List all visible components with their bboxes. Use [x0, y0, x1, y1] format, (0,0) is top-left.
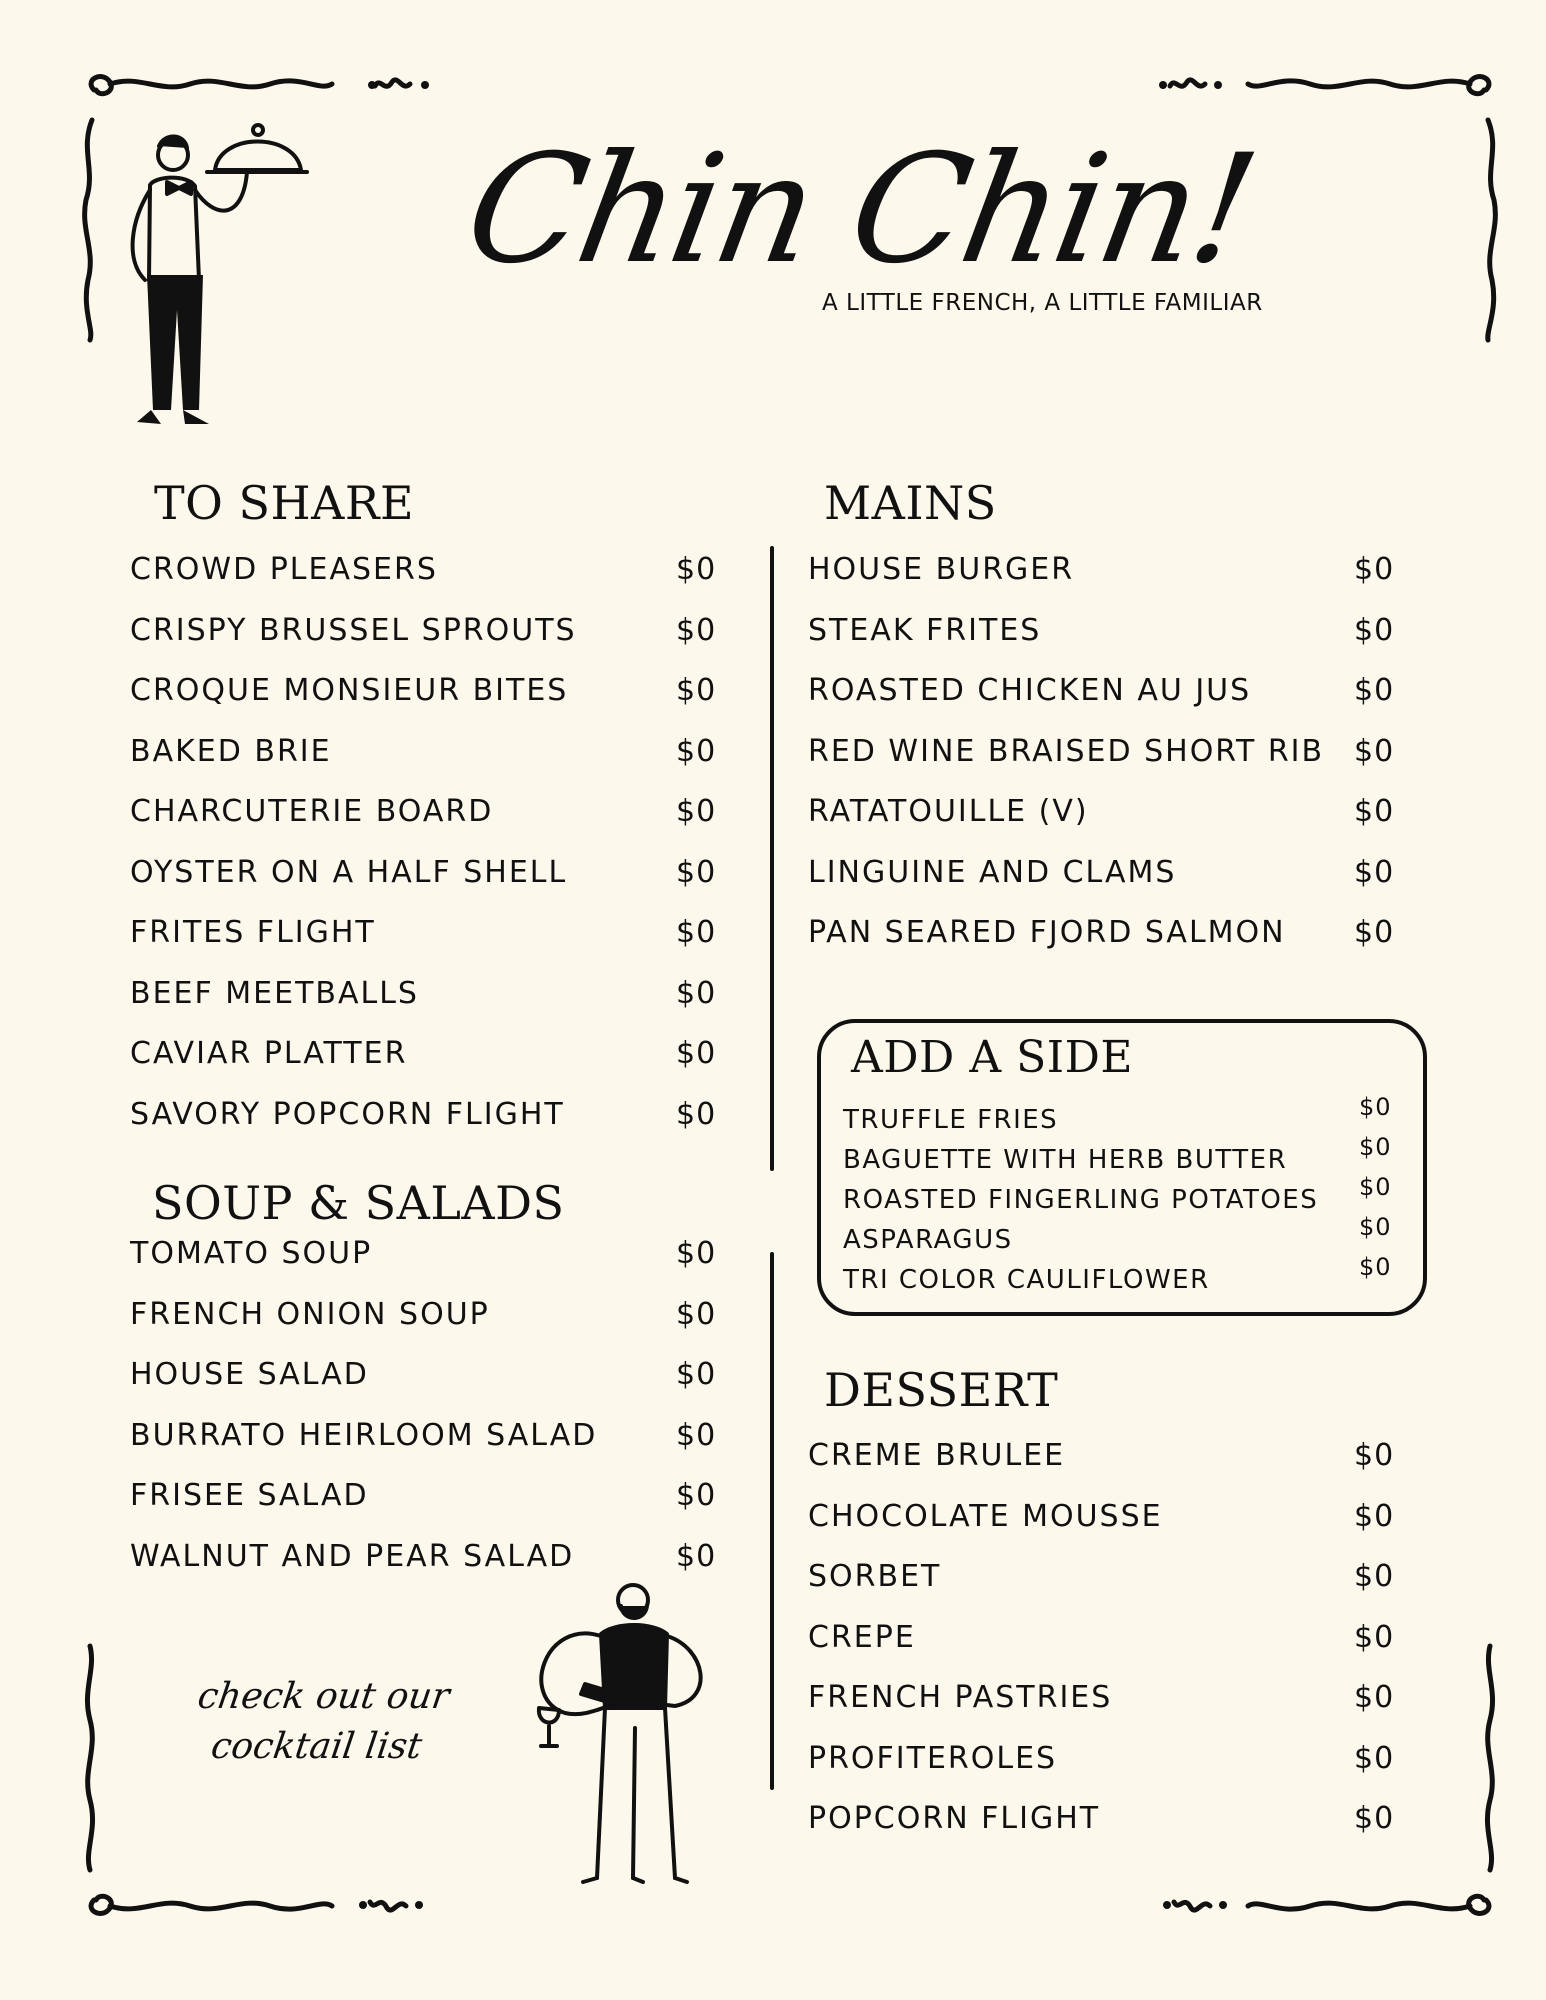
item-name: HOUSE SALAD: [130, 1357, 369, 1392]
menu-item: [130, 1417, 730, 1482]
item-name: ROASTED CHICKEN AU JUS: [808, 673, 1252, 708]
menu-item: [808, 1680, 1408, 1744]
menu-item: [130, 673, 730, 737]
item-name: PAN SEARED FJORD SALMON: [808, 915, 1286, 950]
item-name: FRITES FLIGHT: [130, 915, 376, 950]
cocktail-note: [183, 1672, 457, 1772]
item-price: $0: [1354, 552, 1395, 587]
item-name: STEAK FRITES: [808, 612, 1042, 648]
item-price: $0: [1354, 1680, 1395, 1715]
menu-item: [808, 1438, 1408, 1502]
item-name: PROFITEROLES: [808, 1740, 1058, 1776]
item-name: FRENCH PASTRIES: [808, 1680, 1113, 1715]
item-price: $0: [676, 915, 717, 950]
menu-item: [808, 1619, 1408, 1684]
menu-item: [130, 975, 730, 1040]
item-price: $0: [676, 733, 717, 769]
item-price: $0: [676, 1036, 717, 1071]
menu-item: [808, 733, 1408, 798]
to-share-list: [130, 552, 730, 1160]
menu-item: [808, 612, 1408, 677]
menu-item: [808, 673, 1408, 737]
item-price: $0: [676, 612, 717, 648]
item-name: BAKED BRIE: [130, 733, 332, 769]
side-item: [843, 1253, 1403, 1307]
item-name: CAVIAR PLATTER: [130, 1036, 408, 1071]
item-price: $0: [676, 1478, 717, 1513]
mains-list: [808, 552, 1408, 979]
soup-salads-list: [130, 1236, 730, 1602]
menu-item: [808, 552, 1408, 616]
side-name: ASPARAGUS: [843, 1225, 1013, 1255]
side-name: ROASTED FINGERLING POTATOES: [843, 1185, 1319, 1215]
menu-item: [130, 733, 730, 798]
waiter-with-cloche-icon: [125, 110, 315, 440]
menu-item: [808, 1498, 1408, 1563]
menu-item: [130, 552, 730, 616]
section-heading-dessert: DESSERT: [824, 1363, 1059, 1417]
item-name: FRENCH ONION SOUP: [130, 1296, 490, 1332]
item-name: CREPE: [808, 1619, 916, 1655]
sides-list: [843, 1093, 1403, 1307]
dessert-list: [808, 1438, 1408, 1865]
menu-item: [130, 1538, 730, 1603]
item-price: $0: [676, 1417, 717, 1453]
item-name: WALNUT AND PEAR SALAD: [130, 1538, 575, 1574]
menu-item: [808, 794, 1408, 858]
menu-item: [808, 1559, 1408, 1623]
menu-item: [130, 794, 730, 858]
item-price: $0: [676, 1096, 717, 1132]
side-price: $0: [1359, 1133, 1392, 1161]
item-name: RED WINE BRAISED SHORT RIB: [808, 733, 1325, 769]
menu-item: [130, 1478, 730, 1542]
item-name: SAVORY POPCORN FLIGHT: [130, 1096, 565, 1132]
menu-item: [808, 854, 1408, 919]
side-price: $0: [1359, 1173, 1392, 1201]
item-price: $0: [1354, 673, 1395, 708]
section-heading-mains: MAINS: [824, 476, 997, 530]
item-price: $0: [676, 1236, 717, 1271]
item-price: $0: [1354, 733, 1395, 769]
menu-item: [130, 1357, 730, 1421]
side-item: [843, 1173, 1403, 1227]
item-name: CHOCOLATE MOUSSE: [808, 1498, 1163, 1534]
item-name: HOUSE BURGER: [808, 552, 1075, 587]
section-heading-to-share: TO SHARE: [154, 476, 415, 530]
side-name: TRUFFLE FRIES: [843, 1105, 1059, 1135]
item-name: CREME BRULEE: [808, 1438, 1066, 1473]
item-name: SORBET: [808, 1559, 942, 1594]
item-price: $0: [676, 552, 717, 587]
menu-item: [130, 1036, 730, 1100]
side-price: $0: [1359, 1093, 1392, 1121]
item-price: $0: [1354, 794, 1395, 829]
restaurant-title: Chin Chin!: [454, 123, 1266, 297]
item-price: $0: [676, 1357, 717, 1392]
item-price: $0: [676, 854, 717, 890]
menu-item: [130, 915, 730, 979]
item-name: OYSTER ON A HALF SHELL: [130, 854, 568, 890]
item-price: $0: [1354, 1438, 1395, 1473]
menu-item: [130, 854, 730, 919]
menu-item: [130, 612, 730, 677]
item-price: $0: [676, 673, 717, 708]
item-price: $0: [1354, 1740, 1395, 1776]
item-price: $0: [1354, 1559, 1395, 1594]
menu-item: [130, 1096, 730, 1161]
section-heading-soup-salads: SOUP & SALADS: [152, 1176, 565, 1230]
item-name: BEEF MEETBALLS: [130, 975, 419, 1011]
waiter-pouring-wine-icon: [525, 1578, 725, 1888]
item-price: $0: [1354, 854, 1395, 890]
side-price: $0: [1359, 1253, 1392, 1281]
menu-item: [808, 1740, 1408, 1805]
item-name: BURRATO HEIRLOOM SALAD: [130, 1417, 598, 1453]
item-name: RATATOUILLE (V): [808, 794, 1089, 829]
item-name: TOMATO SOUP: [130, 1236, 373, 1271]
item-price: $0: [1354, 1619, 1395, 1655]
side-item: [843, 1133, 1403, 1187]
item-price: $0: [676, 1538, 717, 1574]
cocktail-note-line1: check out our: [195, 1676, 452, 1717]
item-name: FRISEE SALAD: [130, 1478, 369, 1513]
item-price: $0: [676, 794, 717, 829]
side-name: BAGUETTE WITH HERB BUTTER: [843, 1145, 1288, 1175]
item-name: CROWD PLEASERS: [130, 552, 438, 587]
side-item: [843, 1213, 1403, 1267]
menu-item: [808, 915, 1408, 979]
item-price: $0: [1354, 915, 1395, 950]
cocktail-note-line2: cocktail list: [208, 1726, 425, 1767]
item-price: $0: [1354, 1801, 1395, 1836]
item-name: CROQUE MONSIEUR BITES: [130, 673, 569, 708]
item-name: POPCORN FLIGHT: [808, 1801, 1101, 1836]
side-price: $0: [1359, 1213, 1392, 1241]
item-name: CHARCUTERIE BOARD: [130, 794, 494, 829]
column-divider-bottom: [770, 1252, 774, 1790]
item-price: $0: [676, 1296, 717, 1332]
menu-item: [130, 1296, 730, 1361]
section-heading-add-a-side: ADD A SIDE: [851, 1032, 1133, 1083]
tagline: A LITTLE FRENCH, A LITTLE FAMILIAR: [822, 290, 1263, 316]
column-divider-top: [770, 546, 774, 1171]
side-name: TRI COLOR CAULIFLOWER: [843, 1265, 1210, 1295]
menu-item: [130, 1236, 730, 1300]
item-price: $0: [1354, 612, 1395, 648]
item-name: CRISPY BRUSSEL SPROUTS: [130, 612, 577, 648]
item-price: $0: [1354, 1498, 1395, 1534]
side-item: [843, 1093, 1403, 1147]
menu-item: [808, 1801, 1408, 1865]
item-name: LINGUINE AND CLAMS: [808, 854, 1177, 890]
item-price: $0: [676, 975, 717, 1011]
